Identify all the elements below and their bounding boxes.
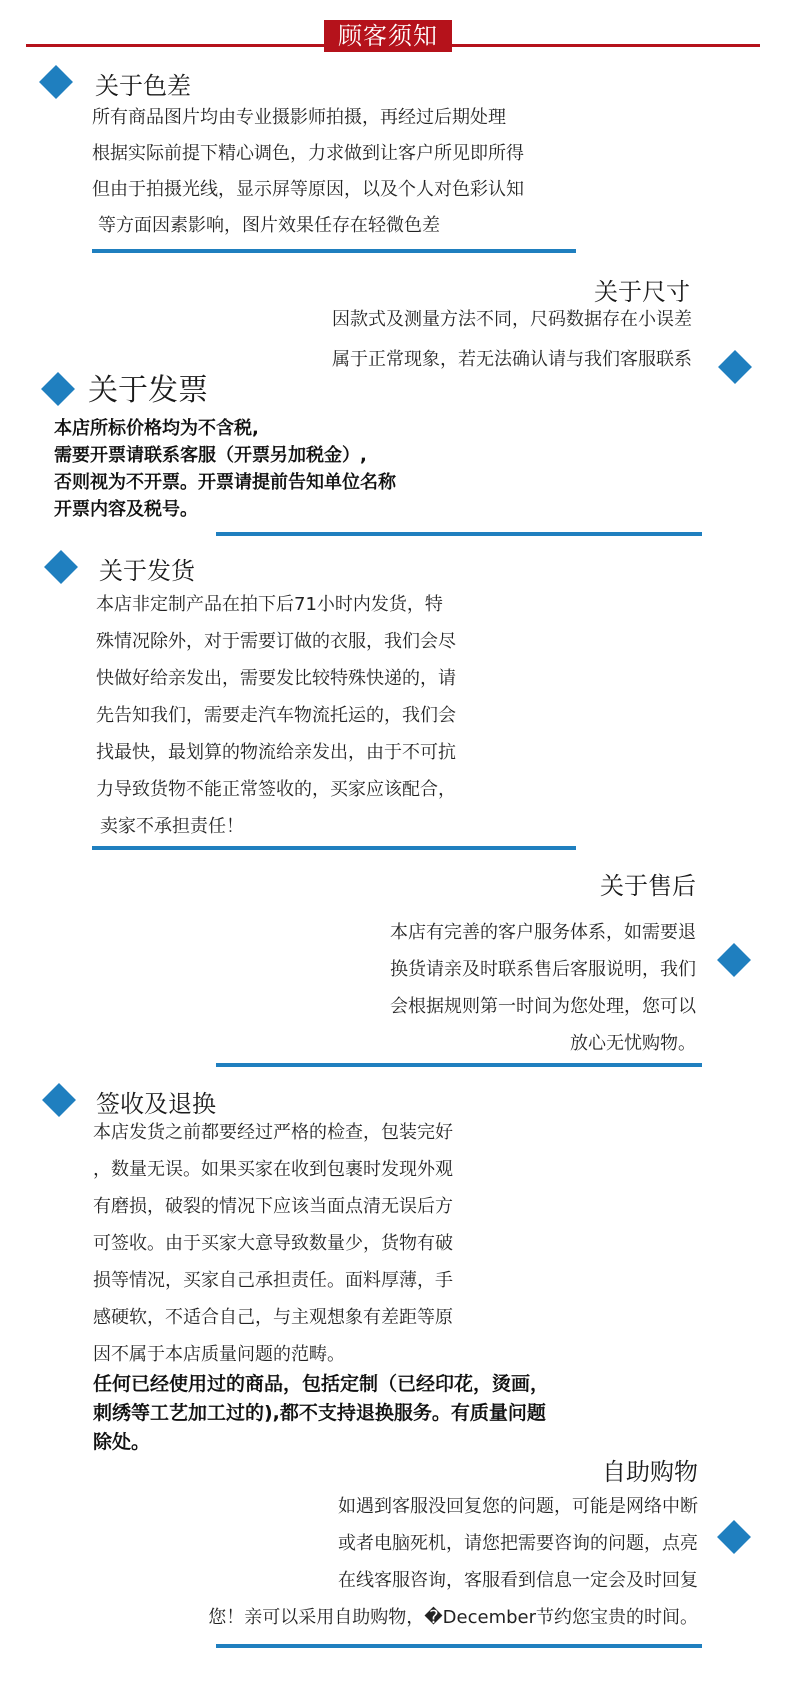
body-line: 感硬软，不适合自己，与主观想象有差距等原 bbox=[93, 1307, 453, 1328]
body-line: 因不属于本店质量问题的范畴。 bbox=[93, 1344, 345, 1365]
section-body-returns bbox=[93, 1114, 453, 1373]
body-line: 因款式及测量方法不同，尺码数据存在小误差 bbox=[332, 309, 692, 330]
section-divider bbox=[92, 249, 576, 253]
body-line: 会根据规则第一时间为您处理，您可以 bbox=[390, 996, 696, 1017]
section-title-returns: 签收及退换 bbox=[96, 1090, 216, 1118]
section-body-aftersales bbox=[390, 914, 696, 1062]
diamond-bullet-icon bbox=[44, 550, 78, 584]
section-body-invoice bbox=[54, 415, 396, 523]
section-body-selfservice bbox=[208, 1488, 698, 1636]
body-line: 力导致货物不能正常签收的，买家应该配合， bbox=[96, 779, 456, 800]
body-line: 可签收。由于买家大意导致数量少，货物有破 bbox=[93, 1233, 453, 1254]
body-line: 殊情况除外，对于需要订做的衣服，我们会尽 bbox=[96, 631, 456, 652]
body-line: 或者电脑死机，请您把需要咨询的问题，点亮 bbox=[338, 1533, 698, 1554]
body-line: 换货请亲及时联系售后客服说明，我们 bbox=[390, 959, 696, 980]
section-title-aftersales: 关于售后 bbox=[600, 872, 696, 900]
body-line: 在线客服咨询，客服看到信息一定会及时回复 bbox=[338, 1570, 698, 1591]
section-title-selfservice: 自助购物 bbox=[602, 1458, 698, 1486]
body-line: 先告知我们，需要走汽车物流托运的，我们会 bbox=[96, 705, 456, 726]
notice-line: 除处。 bbox=[93, 1431, 151, 1453]
body-line: 本店非定制产品在拍下后71小时内发货，特 bbox=[96, 594, 443, 615]
section-divider bbox=[92, 846, 576, 850]
section-divider bbox=[216, 1644, 702, 1648]
body-line: 属于正常现象，若无法确认请与我们客服联系 bbox=[332, 349, 692, 370]
body-line: 本店所标价格均为不含税, bbox=[54, 418, 259, 439]
body-line: ，数量无误。如果买家在收到包裹时发现外观 bbox=[93, 1159, 453, 1180]
body-line: 如遇到客服没回复您的问题，可能是网络中断 bbox=[338, 1496, 698, 1517]
section-title-size: 关于尺寸 bbox=[594, 278, 690, 306]
body-line: 开票内容及税号。 bbox=[54, 499, 198, 520]
diamond-bullet-icon bbox=[718, 350, 752, 384]
header-line-left bbox=[26, 44, 324, 47]
section-title-color: 关于色差 bbox=[95, 72, 191, 100]
diamond-bullet-icon bbox=[717, 943, 751, 977]
section-divider bbox=[216, 1063, 702, 1067]
section-title-shipping: 关于发货 bbox=[99, 557, 195, 585]
body-line: 您！亲可以采用自助购物，�December节约您宝贵的时间。 bbox=[208, 1607, 698, 1628]
header-line-right bbox=[452, 44, 760, 47]
body-line: 本店发货之前都要经过严格的检查，包装完好 bbox=[93, 1122, 453, 1143]
body-line: 快做好给亲发出，需要发比较特殊快递的，请 bbox=[96, 668, 456, 689]
body-line: 但由于拍摄光线，显示屏等原因，以及个人对色彩认知 bbox=[92, 179, 524, 200]
diamond-bullet-icon bbox=[41, 372, 75, 406]
body-line: 放心无忧购物。 bbox=[570, 1033, 696, 1054]
body-line: 否则视为不开票。开票请提前告知单位名称 bbox=[54, 472, 396, 493]
section-title-invoice: 关于发票 bbox=[88, 373, 208, 408]
diamond-bullet-icon bbox=[39, 65, 73, 99]
page-title: 顾客须知 bbox=[324, 20, 452, 52]
body-line: 损等情况，买家自己承担责任。面料厚薄，手 bbox=[93, 1270, 453, 1291]
body-line: 有磨损，破裂的情况下应该当面点清无误后方 bbox=[93, 1196, 453, 1217]
diamond-bullet-icon bbox=[42, 1083, 76, 1117]
diamond-bullet-icon bbox=[717, 1520, 751, 1554]
body-line: 所有商品图片均由专业摄影师拍摄，再经过后期处理 bbox=[92, 107, 506, 128]
section-divider bbox=[216, 532, 702, 536]
notice-line: 刺绣等工艺加工过的),都不支持退换服务。有质量问题 bbox=[93, 1402, 546, 1424]
body-line: 卖家不承担责任！ bbox=[100, 816, 244, 837]
body-line: 需要开票请联系客服（开票另加税金）, bbox=[54, 445, 367, 466]
body-line: 根据实际前提下精心调色，力求做到让客户所见即所得 bbox=[92, 143, 524, 164]
section-body-shipping bbox=[96, 586, 456, 845]
returns-notice bbox=[93, 1370, 549, 1457]
body-line: 本店有完善的客户服务体系，如需要退 bbox=[390, 922, 696, 943]
section-body-size bbox=[332, 300, 692, 380]
body-line: 找最快，最划算的物流给亲发出，由于不可抗 bbox=[96, 742, 456, 763]
notice-line: 任何已经使用过的商品，包括定制（已经印花，烫画， bbox=[93, 1373, 550, 1395]
body-line: 等方面因素影响，图片效果任存在轻微色差 bbox=[98, 215, 440, 236]
section-body-color bbox=[92, 100, 524, 244]
